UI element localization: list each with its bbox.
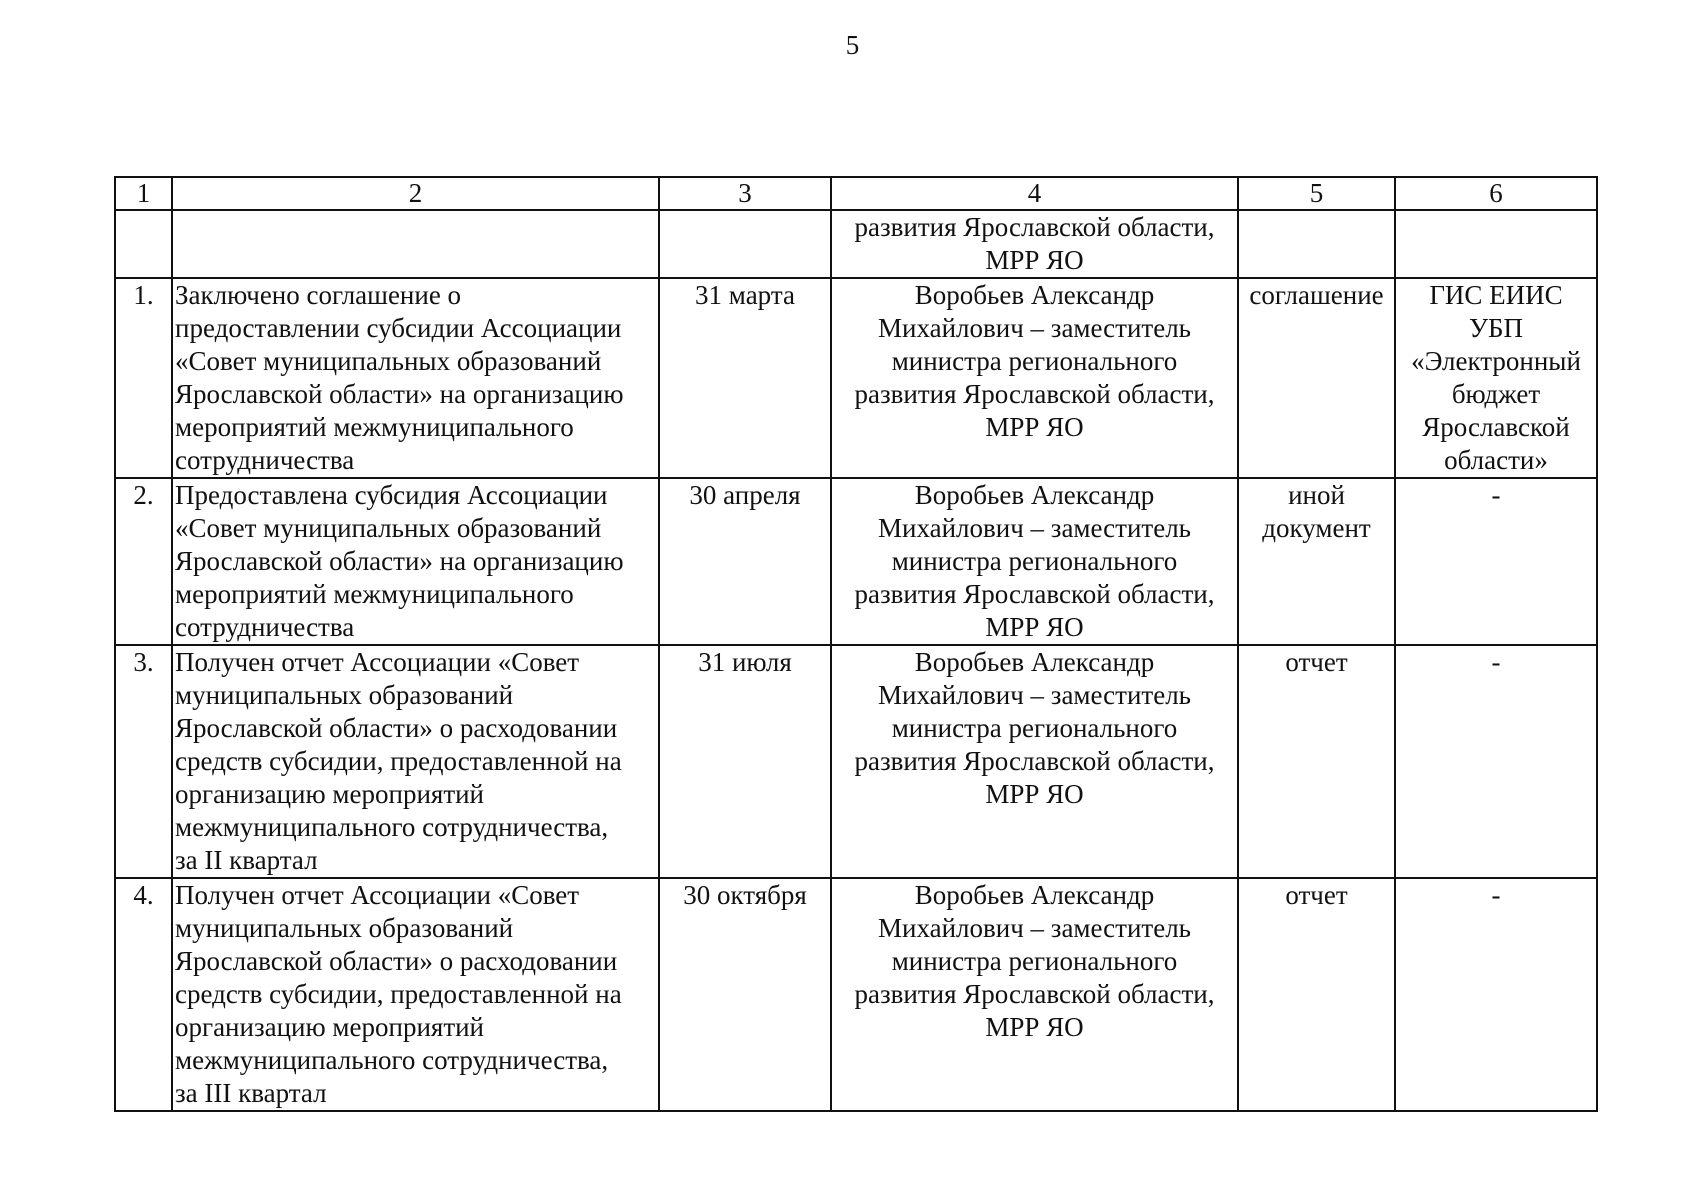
responsible-cell (831, 278, 1238, 478)
cell-line: Получен отчет Ассоциации «Совет (175, 647, 580, 677)
event-cell (172, 278, 659, 478)
system-cell (1395, 278, 1597, 478)
cell-line: бюджет (1451, 379, 1541, 409)
cell-line: иной (1288, 480, 1345, 510)
cell-line: Михайлович – заместитель (878, 313, 1191, 343)
plan-table (114, 176, 1598, 1112)
cell-line: Воробьев Александр (914, 880, 1155, 910)
cell-line: Ярославской области» о расходовании (175, 713, 618, 743)
date-cell (659, 278, 831, 478)
cell-line: Ярославской области» о расходовании (175, 946, 618, 976)
cell-line: соглашение (1249, 280, 1384, 310)
cell-line: министра регионального (891, 713, 1178, 743)
cell-line: предоставлении субсидии Ассоциации (175, 313, 622, 343)
cell-line: - (1491, 480, 1501, 510)
page-number: 5 (845, 30, 860, 60)
system-cell (1395, 210, 1597, 278)
date-cell (659, 210, 831, 278)
cell-line: средств субсидии, предоставленной на (175, 746, 622, 776)
cell-line: Предоставлена субсидия Ассоциации (175, 480, 608, 510)
cell-line: Ярославской области» на организацию (175, 546, 624, 576)
header-cell: 2 (172, 177, 659, 210)
cell-line: Воробьев Александр (914, 480, 1155, 510)
cell-line: «Совет муниципальных образований (175, 346, 602, 376)
row-number (115, 278, 172, 478)
cell-line: мероприятий межмуниципального (175, 579, 574, 609)
cell-line: области» (1444, 445, 1548, 475)
cell-line: МРР ЯО (985, 1012, 1084, 1042)
cell-line: 30 апреля (689, 480, 801, 510)
system-cell (1395, 645, 1597, 878)
row-number (115, 478, 172, 645)
cell-line: МРР ЯО (985, 245, 1084, 275)
cell-line: Ярославской области» на организацию (175, 379, 624, 409)
row-number (115, 210, 172, 278)
cell-line: сотрудничества (175, 612, 355, 642)
header-cell: 1 (115, 177, 172, 210)
cell-line: УБП (1468, 313, 1524, 343)
cell-line: муниципальных образований (175, 680, 514, 710)
event-cell (172, 878, 659, 1111)
date-cell (659, 645, 831, 878)
header-row (115, 177, 1597, 210)
cell-line: Михайлович – заместитель (878, 913, 1191, 943)
cell-line: 31 марта (695, 280, 795, 310)
cell-line: средств субсидии, предоставленной на (175, 979, 622, 1009)
cell-line: Воробьев Александр (914, 647, 1155, 677)
table-row (115, 478, 1597, 645)
document-cell (1238, 878, 1395, 1111)
cell-line: организацию мероприятий (175, 1012, 485, 1042)
cell-line: - (1491, 880, 1501, 910)
cell-line: МРР ЯО (985, 412, 1084, 442)
event-cell (172, 210, 659, 278)
header-cell: 6 (1395, 177, 1597, 210)
event-cell (172, 478, 659, 645)
cell-line: 3. (133, 647, 154, 677)
system-cell (1395, 878, 1597, 1111)
table-row (115, 878, 1597, 1111)
responsible-cell (831, 878, 1238, 1111)
cell-line: организацию мероприятий (175, 779, 485, 809)
row-number (115, 645, 172, 878)
cell-line: развития Ярославской области, (854, 979, 1215, 1009)
cell-line: «Электронный (1411, 346, 1581, 376)
cell-line: межмуниципального сотрудничества, (175, 1045, 609, 1075)
cell-line: мероприятий межмуниципального (175, 412, 574, 442)
document-cell (1238, 645, 1395, 878)
cell-line: за III квартал (175, 1078, 327, 1108)
responsible-cell (831, 210, 1238, 278)
table-row (115, 645, 1597, 878)
cell-line: развития Ярославской области, (854, 379, 1215, 409)
cell-line: министра регионального (891, 546, 1178, 576)
cell-line: за II квартал (175, 845, 318, 875)
cell-line: межмуниципального сотрудничества, (175, 812, 609, 842)
system-cell (1395, 478, 1597, 645)
responsible-cell (831, 645, 1238, 878)
cell-line: развития Ярославской области, (854, 212, 1215, 242)
cell-line: Получен отчет Ассоциации «Совет (175, 880, 580, 910)
cell-line: Михайлович – заместитель (878, 680, 1191, 710)
table-row (115, 278, 1597, 478)
cell-line: отчет (1285, 880, 1348, 910)
cell-line: Михайлович – заместитель (878, 513, 1191, 543)
cell-line: 30 октября (683, 880, 807, 910)
cell-line: МРР ЯО (985, 612, 1084, 642)
cell-line: муниципальных образований (175, 913, 514, 943)
cell-line: отчет (1285, 647, 1348, 677)
cell-line: Воробьев Александр (914, 280, 1155, 310)
cell-line: сотрудничества (175, 445, 355, 475)
cell-line: 2. (133, 480, 154, 510)
cell-line: министра регионального (891, 946, 1178, 976)
cell-line: документ (1262, 513, 1371, 543)
responsible-cell (831, 478, 1238, 645)
cell-line: ГИС ЕИИС (1429, 280, 1563, 310)
document-cell (1238, 210, 1395, 278)
cell-line: Заключено соглашение о (175, 280, 462, 310)
date-cell (659, 478, 831, 645)
document-cell (1238, 478, 1395, 645)
header-cell: 3 (659, 177, 831, 210)
header-cell: 4 (831, 177, 1238, 210)
table-row (115, 210, 1597, 278)
cell-line: 31 июля (698, 647, 792, 677)
cell-line: министра регионального (891, 346, 1178, 376)
cell-line: 1. (133, 280, 154, 310)
cell-line: Ярославской (1422, 412, 1570, 442)
cell-line: развития Ярославской области, (854, 746, 1215, 776)
document-cell (1238, 278, 1395, 478)
cell-line: развития Ярославской области, (854, 579, 1215, 609)
row-number (115, 878, 172, 1111)
cell-line: «Совет муниципальных образований (175, 513, 602, 543)
header-cell: 5 (1238, 177, 1395, 210)
cell-line: 4. (133, 880, 154, 910)
cell-line: - (1491, 647, 1501, 677)
cell-line: МРР ЯО (985, 779, 1084, 809)
event-cell (172, 645, 659, 878)
date-cell (659, 878, 831, 1111)
